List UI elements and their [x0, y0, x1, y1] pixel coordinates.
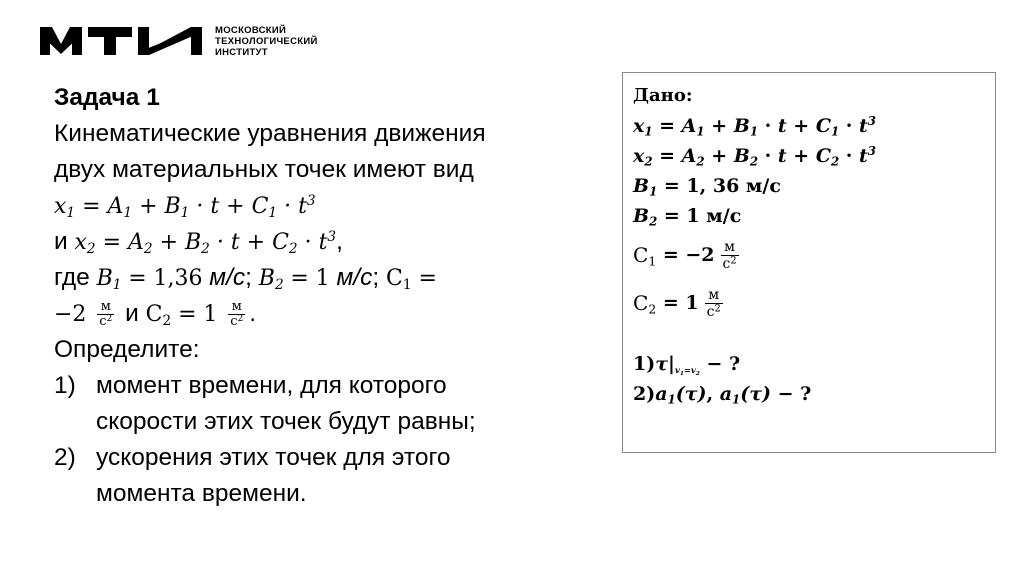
determine-heading: Определите:	[54, 336, 200, 363]
speed-unit: м/с	[209, 264, 246, 291]
b1-value: 1,36	[153, 266, 203, 291]
given-title: Дано:	[633, 85, 693, 106]
list-number: 1)	[54, 372, 76, 399]
given-b1: $B_1 = 1$, 36 м/с	[633, 175, 781, 199]
logo-caption-line: МОСКОВСКИЙ	[215, 24, 287, 36]
list-item	[54, 440, 594, 512]
accel-unit-fraction: $\frac{м}{с^2}$	[230, 299, 244, 330]
equation-x1: $x_1 = A_1 + B_1 \cdot t + C_1 \cdot t^3$	[54, 192, 316, 222]
list-item	[54, 368, 594, 440]
accel-unit-fraction: $\frac{м}{с^2}$	[722, 238, 737, 272]
logo-caption-line: ТЕХНОЛОГИЧЕСКИЙ	[215, 35, 318, 47]
b2-value: 1	[315, 266, 330, 291]
given-b2: $B_2 = 1$ м/с	[633, 205, 742, 229]
c2-value: 1	[203, 302, 218, 327]
list-text: момента времени.	[96, 480, 307, 507]
accel-unit-fraction: $\frac{м}{с^2}$	[99, 299, 113, 330]
given-equation-x1: $x_1 = A_1 + B_1 \cdot t + C_1 \cdot t^3$	[633, 113, 876, 139]
where-word: где	[54, 264, 90, 291]
given-box	[622, 72, 996, 453]
given-c2: $C_2$ = 1 $\frac{м}{с^2}$	[633, 286, 721, 320]
and-word: и	[125, 300, 139, 327]
accel-unit-fraction: $\frac{м}{с^2}$	[706, 286, 721, 320]
question-1: $1)\tau|_{v_1=v_2}$ − ?	[633, 353, 741, 377]
c1-value: −2	[54, 302, 87, 327]
task-title: Задача 1	[54, 84, 160, 111]
task-intro-line: Кинематические уравнения движения	[54, 120, 486, 147]
logo-caption	[215, 25, 318, 58]
logo-caption-line: ИНСТИТУТ	[215, 46, 268, 58]
list-number: 2)	[54, 444, 76, 471]
and-word: и	[54, 228, 68, 255]
given-equation-x2: $x_2 = A_2 + B_2 \cdot t + C_2 \cdot t^3$	[633, 143, 876, 169]
accel-values-line: −2 $\frac{м}{с^2}$ и $C_2 = 1$ $\frac{м}{с^2}$ .	[54, 299, 257, 330]
task-statement	[54, 80, 594, 512]
speed-unit: м/с	[336, 264, 373, 291]
list-text: скорости этих точек будут равны;	[96, 408, 476, 435]
list-text: момент времени, для которого	[96, 372, 447, 399]
institute-logo	[40, 21, 318, 61]
task-intro-line: двух материальных точек имеют вид	[54, 156, 474, 183]
given-values-line: где $B_1 = 1,36$ м/с; $B_2 = 1$ м/с; $C_1$ =	[54, 264, 437, 294]
given-c1: $C_1$ = −2 $\frac{м}{с^2}$	[633, 238, 737, 272]
list-text: ускорения этих точек для этого	[96, 444, 451, 471]
mti-logo-mark	[40, 24, 205, 58]
equation-x2: и $x_2 = A_2 + B_2 \cdot t + C_2 \cdot t^3$,	[54, 228, 343, 258]
question-2: $2)a_1(\tau)$, $a_1(\tau)$ − ?	[633, 383, 812, 407]
